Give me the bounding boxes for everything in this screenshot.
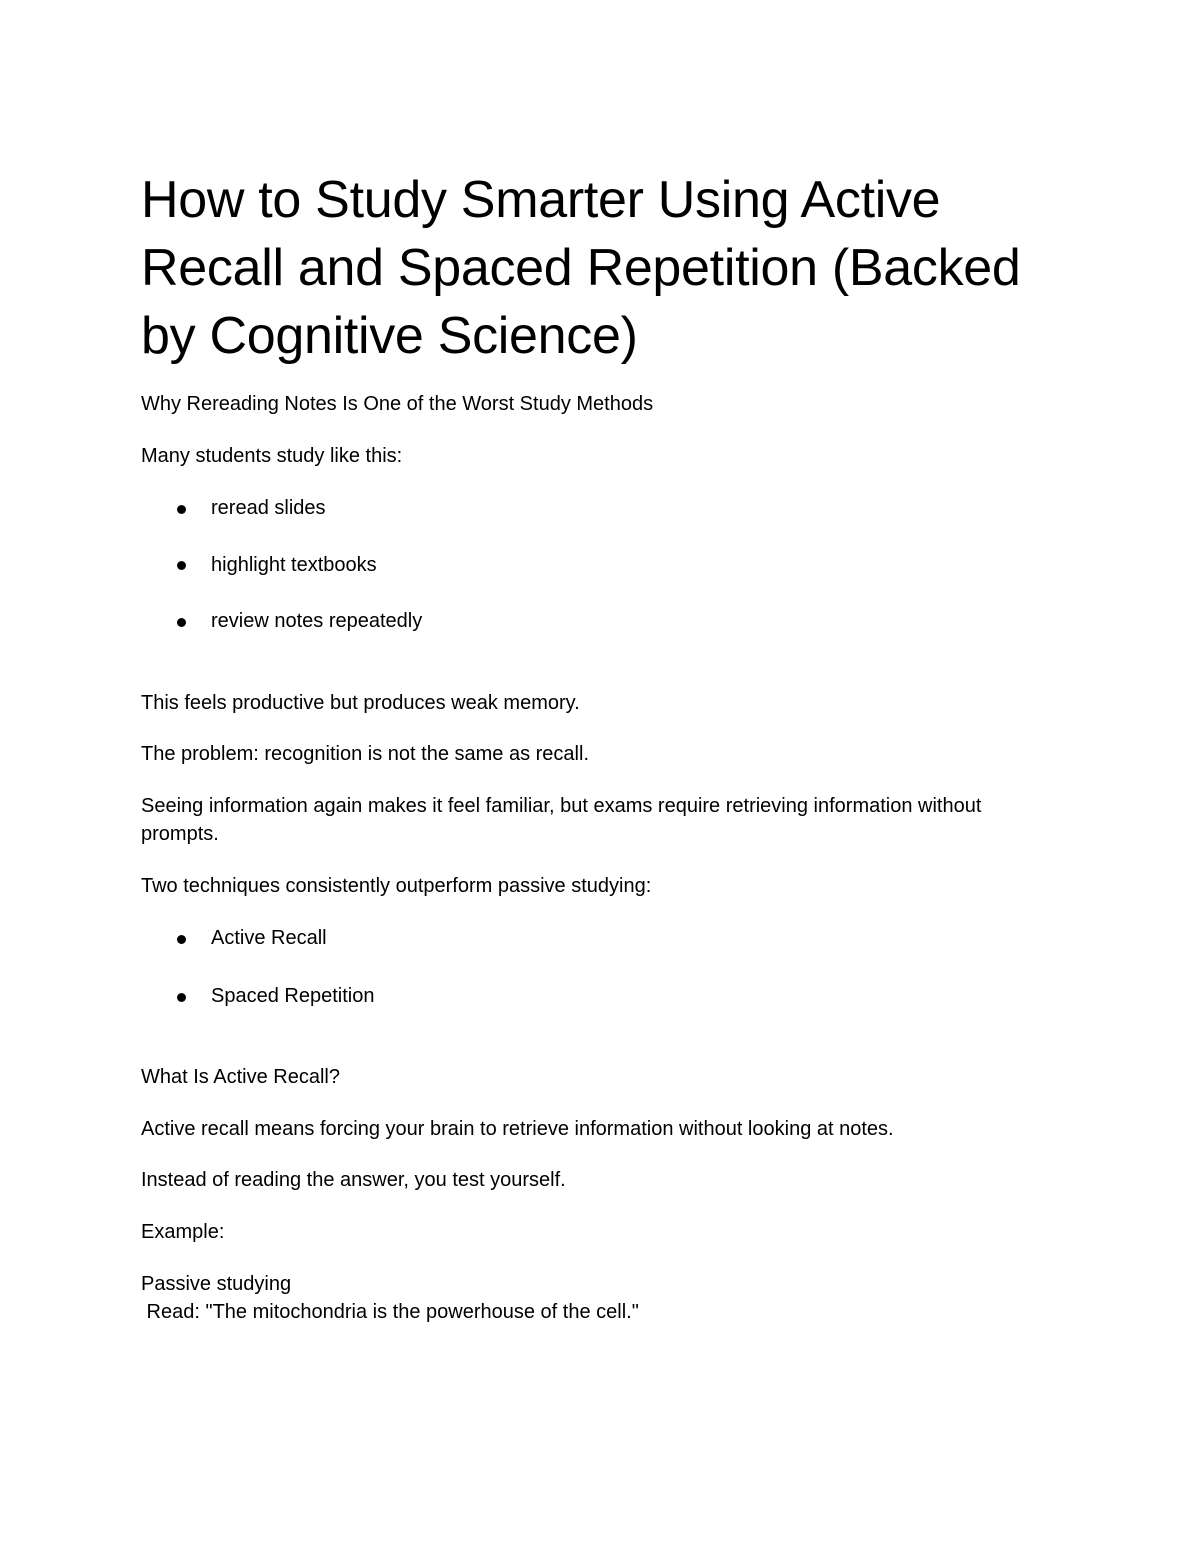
list-item: review notes repeatedly (211, 610, 423, 632)
section-heading-active-recall: What Is Active Recall? (141, 1066, 340, 1088)
list-item: reread slides (211, 497, 326, 519)
list-item: Spaced Repetition (211, 985, 375, 1007)
bullet-icon (177, 993, 186, 1002)
intro-paragraph: Many students study like this: (141, 445, 403, 467)
bullet-icon (177, 935, 186, 944)
bullet-icon (177, 618, 186, 627)
example-label: Passive studying (141, 1273, 292, 1295)
paragraph: Active recall means forcing your brain to retrieve information without looking at notes. (141, 1118, 894, 1140)
paragraph: Example: (141, 1221, 225, 1243)
paragraph: This feels productive but produces weak memory. (141, 692, 580, 714)
section-heading-rereading: Why Rereading Notes Is One of the Worst Study Methods (141, 393, 654, 415)
list-item: highlight textbooks (211, 554, 377, 576)
bullet-icon (177, 505, 186, 514)
example-text: Read: "The mitochondria is the powerhouse of the cell." (141, 1301, 639, 1323)
list-item: Active Recall (211, 927, 327, 949)
paragraph: Seeing information again makes it feel familiar, but exams require retrieving information without prompts. (141, 795, 982, 845)
document-title: How to Study Smarter Using Active Recall and Spaced Repetition (Backed by Cognitive Science) (141, 171, 1021, 365)
paragraph: The problem: recognition is not the same as recall. (141, 743, 589, 765)
bullet-icon (177, 561, 186, 570)
paragraph: Two techniques consistently outperform passive studying: (141, 875, 652, 897)
paragraph: Instead of reading the answer, you test yourself. (141, 1169, 566, 1191)
